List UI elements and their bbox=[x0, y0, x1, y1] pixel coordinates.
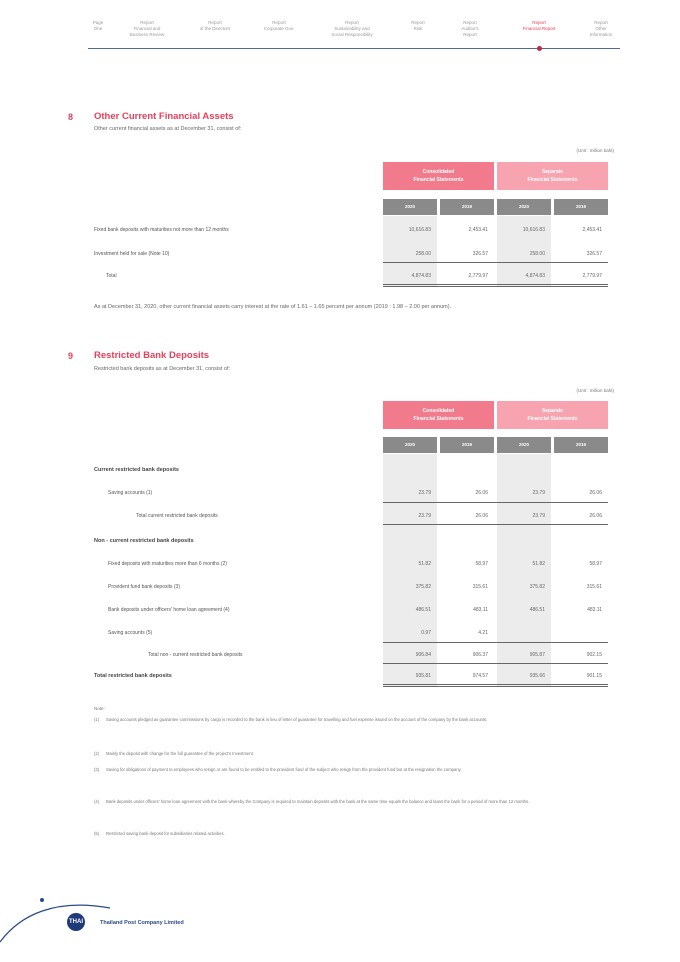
section-9-number: 9 bbox=[68, 351, 74, 361]
s9-current-total-rule-bottom bbox=[383, 524, 608, 525]
s9-nc-total-v4: 902.15 bbox=[586, 652, 602, 658]
s8-total-v2: 2,779.97 bbox=[468, 273, 488, 279]
nav-item-8[interactable]: Report Financial Report bbox=[522, 20, 556, 31]
s8-year-1: 2020 bbox=[383, 199, 437, 215]
section-8-number: 8 bbox=[68, 112, 74, 122]
s8-row1-v4: 2,453.41 bbox=[582, 227, 602, 233]
s9-nc-row1-v4: 58.97 bbox=[589, 561, 602, 567]
s9-nc-row4-v1: 0.97 bbox=[421, 630, 431, 636]
s9-nc-row1-label: Fixed deposits with maturities more than 6 months (2) bbox=[108, 561, 227, 567]
s9-grand-total-v4: 901.15 bbox=[586, 673, 602, 679]
s8-row2-label: Investment held for sale (Note 10) bbox=[94, 251, 170, 257]
s8-total-v4: 2,779.97 bbox=[582, 273, 602, 279]
s9-current-total-v4: 26.06 bbox=[589, 513, 602, 519]
nav-current-indicator bbox=[537, 46, 542, 51]
s8-total-rule-double bbox=[383, 286, 608, 287]
footer-company-name: Thailand Post Company Limited bbox=[100, 920, 184, 926]
s9-year-4: 2019 bbox=[554, 437, 608, 453]
s8-row2-v1: 258.00 bbox=[415, 251, 431, 257]
section-9-title: Restricted Bank Deposits bbox=[94, 350, 210, 361]
s8-total-v3: 4,874.83 bbox=[525, 273, 545, 279]
s8-row2-v3: 258.00 bbox=[529, 251, 545, 257]
s9-year-3: 2020 bbox=[497, 437, 551, 453]
section-8-paragraph: As at December 31, 2020, other current financial assets carry interest at the rate of 1.61 – 1.65 percent per annum (2019 : 1.98 – 2.00 per annum). bbox=[94, 304, 452, 310]
notes-title: Note: bbox=[94, 706, 105, 711]
nav-item-5[interactable]: Report Sustainability and Social Responsibility bbox=[331, 20, 373, 37]
s9-grand-total-v3: 935.66 bbox=[529, 673, 545, 679]
s9-nc-row4-label: Saving accounts (5) bbox=[108, 630, 153, 636]
s8-year-4: 2019 bbox=[554, 199, 608, 215]
s9-noncurrent-heading: Non - current restricted bank deposits bbox=[94, 538, 194, 544]
s9-nc-total-v3: 905.87 bbox=[529, 652, 545, 658]
s9-grand-total-v2: 974.57 bbox=[472, 673, 488, 679]
s9-nc-row3-v4: 483.11 bbox=[587, 607, 602, 613]
section-9-intro: Restricted bank deposits as at December 31, consist of: bbox=[94, 366, 231, 372]
s9-current-heading: Current restricted bank deposits bbox=[94, 467, 179, 473]
s9-current-total-label: Total current restricted bank deposits bbox=[136, 513, 218, 519]
s9-grand-total-rule-1 bbox=[383, 684, 608, 685]
nav-item-3[interactable]: Report of the Directors bbox=[199, 20, 231, 31]
s9-nc-row1-v3: 51.82 bbox=[532, 561, 545, 567]
s9-grand-total-rule-2 bbox=[383, 686, 608, 687]
s9-nc-row3-v2: 483.11 bbox=[473, 607, 488, 613]
s9-current-total-rule bbox=[383, 502, 608, 503]
s9-current-total-v3: 23.79 bbox=[532, 513, 545, 519]
s9-current-row1-label: Saving accounts (1) bbox=[108, 490, 153, 496]
s9-current-row1-v1: 23.79 bbox=[418, 490, 431, 496]
nav-item-1[interactable]: Page One bbox=[92, 20, 104, 31]
nav-item-4[interactable]: Report Corporate Gov. bbox=[263, 20, 295, 31]
s8-row1-v2: 2,453.41 bbox=[468, 227, 488, 233]
s9-nc-row2-label: Provident fund bank deposits (3) bbox=[108, 584, 180, 590]
s8-group-consolidated: Consolidated Financial Statements bbox=[383, 162, 494, 190]
s8-year-2: 2019 bbox=[440, 199, 494, 215]
s9-year-1: 2020 bbox=[383, 437, 437, 453]
s9-grand-total-v1: 935.81 bbox=[415, 673, 431, 679]
s9-nc-total-rule-bottom bbox=[383, 663, 608, 664]
nav-item-7[interactable]: Report Auditor's Report bbox=[461, 20, 479, 37]
s9-grand-total-label: Total restricted bank deposits bbox=[94, 673, 172, 679]
s9-nc-row2-v4: 315.61 bbox=[586, 584, 602, 590]
s9-nc-row3-v1: 486.51 bbox=[415, 607, 431, 613]
section-8-intro: Other current financial assets as at December 31, consist of: bbox=[94, 126, 242, 132]
s8-year-3: 2020 bbox=[497, 199, 551, 215]
s9-nc-total-v1: 906.84 bbox=[415, 652, 431, 658]
s8-row2-v4: 326.57 bbox=[586, 251, 602, 257]
s9-current-row1-v3: 23.79 bbox=[532, 490, 545, 496]
s8-total-rule-bottom bbox=[383, 284, 608, 285]
section-8-title: Other Current Financial Assets bbox=[94, 111, 234, 122]
section-8-unit: (Unit : million baht) bbox=[576, 148, 614, 153]
nav-item-9[interactable]: Report Other Information bbox=[589, 20, 613, 37]
note-5: (5) Restricted saving bank deposit for subsidiaries related activities. bbox=[94, 831, 225, 836]
s9-nc-row1-v1: 51.82 bbox=[418, 561, 431, 567]
note-1: (1) Saving accounts pledged as guarantee commissions by cargo is recorded to the bank in lieu of letter of guarantee for travelling and fuel expense issued on the account of the company by the bank accounts. bbox=[94, 717, 488, 722]
s9-group-separate: Separate Financial Statements bbox=[497, 401, 608, 429]
s9-nc-row2-v2: 315.61 bbox=[472, 584, 488, 590]
s9-current-total-v1: 23.79 bbox=[418, 513, 431, 519]
note-3: (3) Saving for obligations of payment to employees who resign or are found to be entitled to the provident fund of the subject who resign from the provident fund but at the resignation the company. bbox=[94, 767, 462, 772]
nav-item-2[interactable]: Report Financial and Business Review bbox=[129, 20, 165, 37]
note-4: (4) Bank deposits under officers' home loan agreement with the bank whereby the Company is required to maintain deposits with the bank at the same time equals the balance and loans the bank for a period of more than 12 months. bbox=[94, 799, 530, 804]
s8-total-label: Total bbox=[106, 273, 117, 279]
s8-row1-v1: 10,616.83 bbox=[408, 227, 431, 233]
company-logo: THAI bbox=[67, 913, 85, 931]
s9-current-total-v2: 26.06 bbox=[475, 513, 488, 519]
s9-nc-row2-v3: 375.82 bbox=[529, 584, 545, 590]
s8-total-v1: 4,874.83 bbox=[411, 273, 431, 279]
s8-total-rule-top bbox=[383, 262, 608, 263]
section-9-unit: (Unit : million baht) bbox=[576, 388, 614, 393]
s9-year-2: 2019 bbox=[440, 437, 494, 453]
s8-row2-v2: 326.57 bbox=[472, 251, 488, 257]
note-2: (2) Mainly the deposit with change for the full guarantee of the project's Investment. bbox=[94, 751, 254, 756]
s9-nc-row3-label: Bank deposits under officers' home loan agreement (4) bbox=[108, 607, 230, 613]
s9-nc-row3-v3: 486.51 bbox=[529, 607, 545, 613]
s9-nc-row2-v1: 375.82 bbox=[415, 584, 431, 590]
s9-current-row1-v4: 26.06 bbox=[589, 490, 602, 496]
s8-row1-v3: 10,616.83 bbox=[522, 227, 545, 233]
s9-nc-row1-v2: 58.97 bbox=[475, 561, 488, 567]
s9-nc-row4-v2: 4.21 bbox=[478, 630, 488, 636]
s9-nc-total-label: Total non - current restricted bank deposits bbox=[148, 652, 243, 658]
s9-nc-total-v2: 906.37 bbox=[472, 652, 488, 658]
nav-item-6[interactable]: Report Risk bbox=[411, 20, 425, 31]
s9-group-consolidated: Consolidated Financial Statements bbox=[383, 401, 494, 429]
s8-group-separate: Separate Financial Statements bbox=[497, 162, 608, 190]
s9-current-row1-v2: 26.06 bbox=[475, 490, 488, 496]
s8-row1-label: Fixed bank deposits with maturities not more than 12 months bbox=[94, 227, 229, 233]
s9-nc-total-rule bbox=[383, 642, 608, 643]
